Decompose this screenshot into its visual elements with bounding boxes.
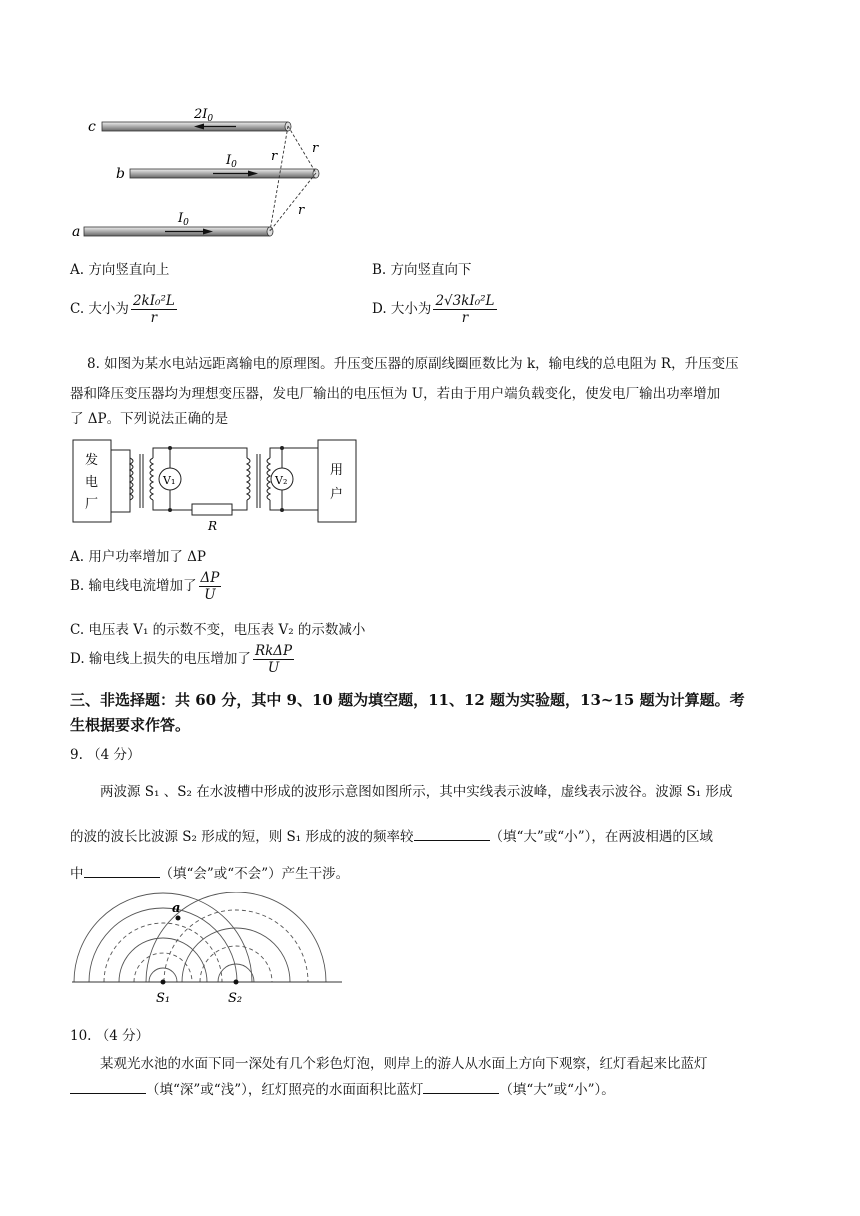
- plant-char-2: 电: [85, 475, 99, 490]
- q7-option-d: D. 大小为 $\frac{\text{2√3kI₀²L}}{r}$: [372, 293, 495, 326]
- q7-option-a: A. 方向竖直向上: [70, 262, 170, 278]
- q9-header: 9. （4 分）: [70, 747, 141, 763]
- plant-char-1: 发: [85, 453, 99, 468]
- label-b: b: [116, 166, 125, 182]
- voltmeter-v2: V₂: [275, 474, 288, 487]
- current-a: $I_0$: [178, 211, 189, 228]
- svg-text:r: r: [298, 203, 305, 218]
- q8-stem-2: 器和降压变压器均为理想变压器，发电厂输出的电压恒为 U，若由于用户端负载变化，使发电厂输出功率增加: [70, 386, 721, 402]
- transmission-circuit-figure: [72, 438, 360, 534]
- current-b: $I_0$: [226, 153, 237, 170]
- q9-para-3: 中 （填“会”或“不会”）产生干涉。: [70, 866, 350, 882]
- q9-para-1: 两波源 S₁ 、S₂ 在水波槽中形成的波形示意图如图所示，其中实线表示波峰，虚线表示波谷。波源 S₁ 形成: [100, 784, 733, 800]
- q8-stem-3: 了 ΔP。下列说法正确的是: [70, 411, 229, 427]
- q10-blank-2[interactable]: [423, 1081, 499, 1094]
- section3-title-2: 生根据要求作答。: [70, 716, 191, 734]
- point-a-label: a: [172, 901, 181, 916]
- q8-option-d: D. 输电线上损失的电压增加了 $\frac{\text{RkΔP}}{U}$: [70, 643, 293, 676]
- q8-stem-1: 8. 如图为某水电站远距离输电的原理图。升压变压器的原副线圈匝数比为 k，输电线的总电阻为 R，升压变压: [87, 356, 739, 372]
- svg-text:r: r: [312, 141, 319, 156]
- s1-label: S₁: [156, 991, 171, 1006]
- q8-option-b: B. 输电线电流增加了 $\frac{\Delta P}{U}$: [70, 570, 220, 603]
- q10-para-1: 某观光水池的水面下同一深处有几个彩色灯泡，则岸上的游人从水面上方向下观察，红灯看起来比蓝灯: [100, 1056, 708, 1072]
- q8-option-c: C. 电压表 V₁ 的示数不变，电压表 V₂ 的示数减小: [70, 622, 366, 638]
- q8-option-a: A. 用户功率增加了 ΔP: [70, 549, 206, 565]
- s2-label: S₂: [228, 991, 243, 1006]
- label-a: a: [72, 224, 81, 240]
- wires-figure: [68, 96, 338, 246]
- plant-char-3: 厂: [85, 497, 99, 512]
- q10-header: 10. （4 分）: [70, 1028, 150, 1044]
- voltmeter-v1: V₁: [163, 474, 176, 487]
- q7-option-b: B. 方向竖直向下: [372, 262, 472, 278]
- user-char-1: 用: [330, 463, 344, 478]
- q7-option-c: C. 大小为 $\frac{\text{2kI₀²L}}{r}$: [70, 293, 175, 326]
- section3-title-1: 三、非选择题：共 60 分，其中 9、10 题为填空题，11、12 题为实验题，13~15 题为计算题。考: [70, 691, 745, 709]
- q9-blank-2[interactable]: [84, 865, 160, 878]
- wave-interference-figure: [70, 892, 345, 1010]
- q10-blank-1[interactable]: [70, 1081, 146, 1094]
- resistor-label: R: [208, 519, 218, 533]
- current-c: $2I_0$: [194, 107, 214, 124]
- q9-blank-1[interactable]: [414, 828, 490, 841]
- q10-para-2: （填“深”或“浅”），红灯照亮的水面面积比蓝灯 （填“大”或“小”）。: [70, 1078, 615, 1098]
- svg-text:r: r: [271, 149, 278, 164]
- q9-para-2: 的波的波长比波源 S₂ 形成的短，则 S₁ 形成的波的频率较 （填“大”或“小”），在两波相遇的区域: [70, 829, 713, 845]
- label-c: c: [88, 119, 96, 135]
- user-char-2: 户: [330, 487, 344, 502]
